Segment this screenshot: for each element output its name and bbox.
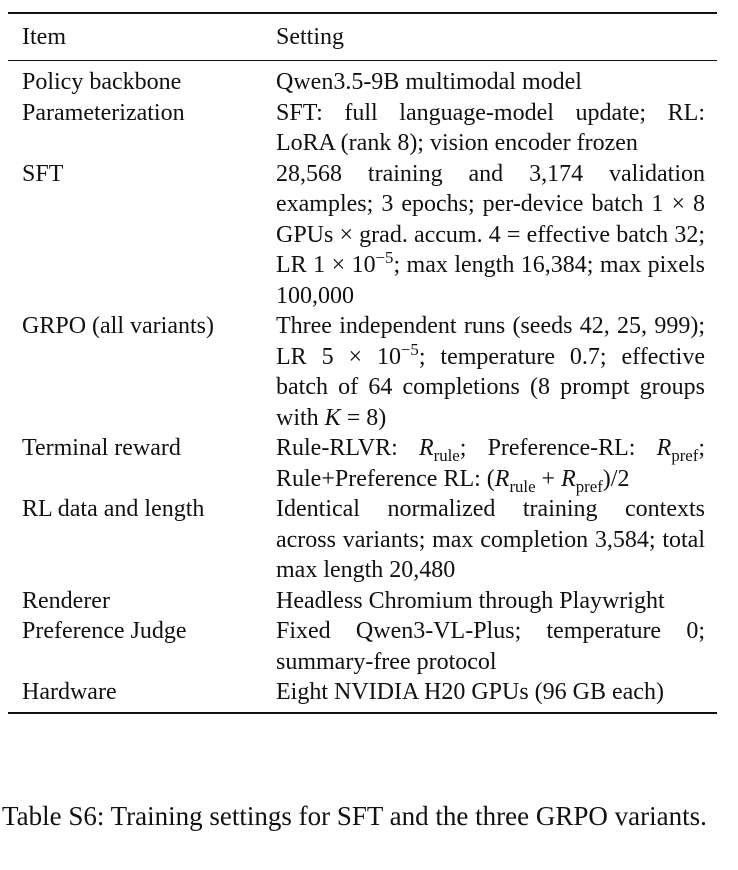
r-subscript: pref — [671, 445, 699, 465]
table-row — [8, 311, 717, 433]
row-item: Hardware — [22, 679, 117, 705]
row-item: RL data and length — [22, 496, 205, 522]
r-subscript: pref — [575, 476, 603, 496]
table-row — [8, 159, 717, 312]
table-row — [8, 67, 717, 98]
r-subscript: rule — [433, 445, 460, 465]
setting-text: Rule-RLVR: — [276, 435, 419, 461]
row-item: GRPO (all variants) — [22, 313, 214, 339]
setting-text: 28,568 training and 3,174 validation examples; 3 epochs; per-device batch 1 × 8 GPUs × grad. accum. 4 = effective batch 32; LR — [276, 160, 705, 278]
row-setting: Fixed Qwen3-VL-Plus; temperature 0; summary-free protocol — [276, 618, 705, 675]
r-symbol: R — [418, 435, 434, 461]
table-header — [8, 14, 717, 60]
table-body — [8, 61, 717, 712]
row-item: Renderer — [22, 587, 110, 614]
table-row — [8, 98, 717, 159]
table-row — [8, 586, 717, 617]
row-item: Terminal reward — [22, 435, 181, 461]
row-setting — [276, 433, 705, 494]
setting-text: + — [535, 465, 562, 492]
row-item: SFT — [22, 160, 64, 187]
header-setting: Setting — [276, 24, 345, 50]
setting-text: ; Preference-RL: — [459, 435, 657, 461]
row-setting — [276, 311, 705, 433]
setting-text: ; temperature 0.7; effective batch of 64 completions (8 prompt groups with — [276, 343, 705, 431]
header-item: Item — [22, 24, 66, 50]
row-item: Policy backbone — [22, 69, 182, 95]
row-setting — [276, 159, 705, 312]
lr-math: 5 × 10 — [321, 343, 401, 370]
row-setting: Qwen3.5-9B multimodal model — [276, 69, 582, 95]
table-row — [8, 494, 717, 586]
k-symbol: K — [324, 404, 341, 431]
row-item: Parameterization — [22, 99, 185, 126]
setting-text: Three independent runs (seeds 42, 25, 999); LR — [276, 313, 705, 370]
row-setting: Identical normalized training contexts across variants; max completion 3,584; total max length 20,480 — [276, 496, 705, 583]
r-symbol: R — [656, 435, 672, 461]
setting-text: = 8) — [340, 404, 387, 431]
row-setting: Headless Chromium through Playwright — [276, 587, 665, 614]
setting-text: )/2 — [602, 465, 630, 492]
r-symbol: R — [561, 465, 576, 492]
r-subscript: rule — [509, 476, 536, 496]
row-setting: Eight NVIDIA H20 GPUs (96 GB each) — [276, 679, 664, 705]
table-row — [8, 677, 717, 708]
lr-math: 1 × 10 — [313, 252, 376, 278]
table-row — [8, 433, 717, 494]
table-row — [8, 616, 717, 677]
lr-exponent: −5 — [400, 339, 419, 359]
setting-text: ; max length 16,384; max pixels 100,000 — [276, 252, 705, 309]
table-caption: Table S6: Training settings for SFT and the three GRPO variants. — [2, 801, 707, 831]
lr-exponent: −5 — [375, 248, 394, 267]
r-symbol: R — [494, 465, 510, 492]
row-setting: SFT: full language-model update; RL: LoRA (rank 8); vision encoder frozen — [276, 99, 705, 156]
row-item: Preference Judge — [22, 618, 187, 644]
bottom-rule — [8, 712, 717, 714]
setting-text: ; Rule+Preference RL: ( — [276, 435, 705, 492]
training-settings-table — [8, 12, 717, 714]
